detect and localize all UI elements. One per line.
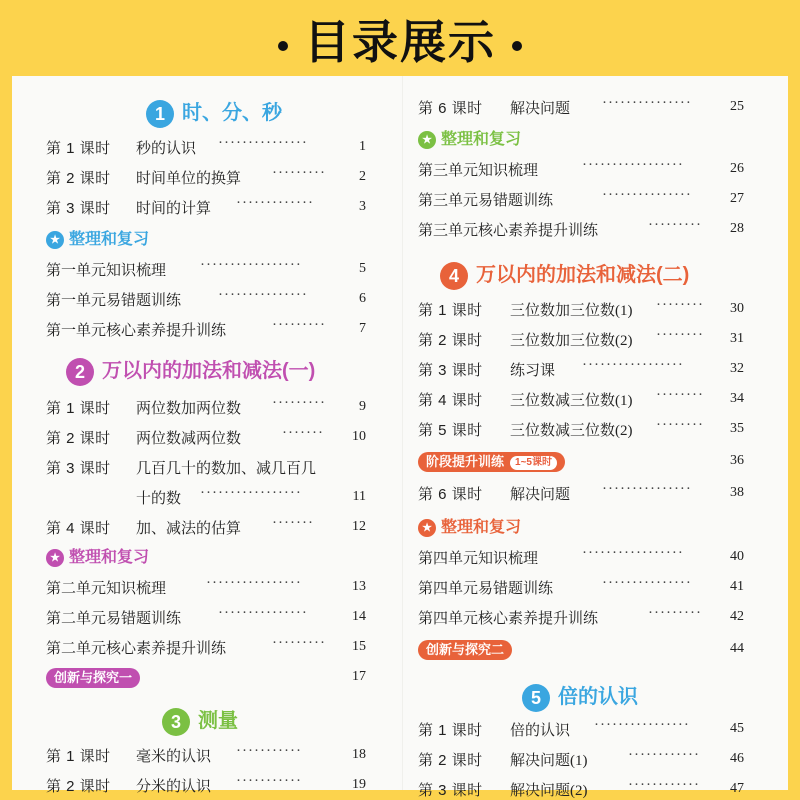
dot-leader: ················	[594, 717, 690, 733]
entry-title: 第一单元易错题训练	[46, 292, 182, 309]
review-heading-2	[46, 544, 149, 566]
entry-title: 第三单元核心素养提升训练	[418, 222, 599, 239]
dot-leader: ·················	[200, 485, 302, 501]
lesson-number: 第 2 课时	[418, 332, 483, 349]
dot-leader: ···············	[602, 481, 692, 497]
page-number: 5	[359, 261, 366, 276]
star-icon: ★	[46, 231, 64, 249]
entry-title: 第一单元核心素养提升训练	[46, 322, 227, 339]
lesson-title: 三位数减三位数(2)	[510, 423, 633, 439]
lesson-number: 第 2 课时	[46, 430, 111, 447]
column-gutter	[402, 76, 403, 790]
star-icon: ★	[418, 131, 436, 149]
dot-leader: ···············	[218, 605, 308, 621]
lesson-title: 加、减法的估算	[136, 521, 242, 537]
review-heading-3	[418, 126, 521, 148]
stage-training-badge	[418, 452, 565, 472]
page-number: 6	[359, 291, 366, 306]
banner	[0, 0, 800, 76]
lesson-number: 第 3 课时	[418, 782, 483, 799]
bullet-dot-icon	[512, 41, 522, 51]
dot-leader: ········	[656, 297, 704, 313]
stage-training-label: 阶段提升训练	[426, 454, 505, 469]
dot-leader: ·········	[272, 317, 326, 333]
dot-leader: ········	[656, 387, 704, 403]
dot-leader: ·············	[236, 195, 314, 211]
unit-3-number-badge: 3	[162, 708, 190, 736]
review-heading-4	[418, 514, 521, 536]
review-title: 整理和复习	[69, 231, 150, 248]
page-number: 2	[359, 169, 366, 184]
dot-leader: ············	[628, 747, 700, 763]
entry-title: 第四单元核心素养提升训练	[418, 610, 599, 627]
unit-2-number-badge: 2	[66, 358, 94, 386]
page-number: 11	[352, 489, 366, 504]
star-icon: ★	[418, 519, 436, 537]
lesson-number: 第 2 课时	[46, 778, 111, 795]
page-number: 12	[352, 519, 366, 534]
page-number: 13	[352, 579, 366, 594]
entry-title: 第三单元易错题训练	[418, 192, 554, 209]
page-number: 26	[730, 161, 744, 176]
dot-leader: ···········	[236, 743, 302, 759]
explore-badge-1: 创新与探究一	[46, 668, 140, 688]
unit-2-heading	[66, 354, 315, 388]
lesson-number: 第 1 课时	[46, 748, 111, 765]
lesson-title-continued: 十的数	[136, 491, 182, 507]
dot-leader: ·········	[648, 605, 702, 621]
lesson-number: 第 2 课时	[46, 170, 111, 187]
lesson-number: 第 1 课时	[418, 722, 483, 739]
page-number: 30	[730, 301, 744, 316]
page-number: 17	[352, 669, 366, 684]
lesson-title: 三位数加三位数(2)	[510, 333, 633, 349]
dot-leader: ·········	[648, 217, 702, 233]
page-number: 14	[352, 609, 366, 624]
lesson-title: 分米的认识	[136, 779, 212, 795]
lesson-number: 第 2 课时	[418, 752, 483, 769]
page-number: 18	[352, 747, 366, 762]
lesson-number: 第 3 课时	[418, 362, 483, 379]
unit-3-heading	[162, 704, 238, 738]
review-title: 整理和复习	[69, 549, 150, 566]
page-number: 34	[730, 391, 744, 406]
unit-4-heading	[440, 258, 689, 292]
lesson-title: 三位数加三位数(1)	[510, 303, 633, 319]
dot-leader: ·······	[282, 425, 324, 441]
page-number: 27	[730, 191, 744, 206]
bullet-dot-icon	[278, 41, 288, 51]
unit-5-heading	[522, 680, 638, 714]
unit-2-title: 万以内的加法和减法(一)	[102, 360, 316, 382]
explore-badge-2: 创新与探究二	[418, 640, 512, 660]
banner-title-row	[0, 6, 800, 72]
lesson-title: 几百几十的数加、减几百几	[136, 461, 317, 477]
lesson-title: 两位数减两位数	[136, 431, 242, 447]
dot-leader: ·················	[582, 357, 684, 373]
page-number: 25	[730, 99, 744, 114]
dot-leader: ···········	[236, 773, 302, 789]
lesson-title: 解决问题	[510, 101, 571, 117]
page-number: 38	[730, 485, 744, 500]
page-number: 41	[730, 579, 744, 594]
unit-5-title: 倍的认识	[558, 686, 638, 708]
page-number: 35	[730, 421, 744, 436]
lesson-title: 解决问题(2)	[510, 783, 588, 799]
lesson-number: 第 5 课时	[418, 422, 483, 439]
lesson-title: 秒的认识	[136, 141, 197, 157]
lesson-title: 三位数减三位数(1)	[510, 393, 633, 409]
dot-leader: ·················	[582, 545, 684, 561]
page-number: 31	[730, 331, 744, 346]
lesson-number: 第 3 课时	[46, 460, 111, 477]
lesson-title: 倍的认识	[510, 723, 571, 739]
lesson-title: 解决问题(1)	[510, 753, 588, 769]
dot-leader: ·······	[272, 515, 314, 531]
lesson-title: 两位数加两位数	[136, 401, 242, 417]
lesson-title: 练习课	[510, 363, 556, 379]
unit-4-number-badge: 4	[440, 262, 468, 290]
dot-leader: ···············	[218, 135, 308, 151]
toc-page	[12, 76, 788, 799]
entry-title: 第三单元知识梳理	[418, 162, 539, 179]
entry-title: 第二单元核心素养提升训练	[46, 640, 227, 657]
page-number: 10	[352, 429, 366, 444]
lesson-number: 第 1 课时	[418, 302, 483, 319]
stage-training-range: 1~5课时	[510, 456, 557, 470]
review-heading-1	[46, 226, 149, 248]
dot-leader: ···············	[602, 95, 692, 111]
dot-leader: ················	[206, 575, 302, 591]
entry-title: 第四单元易错题训练	[418, 580, 554, 597]
lesson-number: 第 4 课时	[46, 520, 111, 537]
unit-4-title: 万以内的加法和减法(二)	[476, 264, 690, 286]
dot-leader: ·········	[272, 165, 326, 181]
page-number: 9	[359, 399, 366, 414]
page-number: 45	[730, 721, 744, 736]
unit-1-number-badge: 1	[146, 100, 174, 128]
review-title: 整理和复习	[441, 519, 522, 536]
lesson-number: 第 6 课时	[418, 486, 483, 503]
lesson-title: 时间的计算	[136, 201, 212, 217]
lesson-number: 第 6 课时	[418, 100, 483, 117]
dot-leader: ·················	[200, 257, 302, 273]
dot-leader: ·················	[582, 157, 684, 173]
dot-leader: ············	[628, 777, 700, 793]
dot-leader: ·········	[272, 635, 326, 651]
page-number: 15	[352, 639, 366, 654]
dot-leader: ···············	[602, 575, 692, 591]
entry-title: 第二单元知识梳理	[46, 580, 167, 597]
page-number: 46	[730, 751, 744, 766]
page-number: 1	[359, 139, 366, 154]
dot-leader: ········	[656, 327, 704, 343]
lesson-number: 第 4 课时	[418, 392, 483, 409]
page-number: 19	[352, 777, 366, 792]
page-number: 40	[730, 549, 744, 564]
dot-leader: ········	[656, 417, 704, 433]
page-number: 44	[730, 641, 744, 656]
star-icon: ★	[46, 549, 64, 567]
unit-5-number-badge: 5	[522, 684, 550, 712]
unit-1-heading	[146, 96, 282, 130]
page-number: 36	[730, 453, 744, 468]
unit-1-title: 时、分、秒	[182, 102, 282, 124]
lesson-number: 第 1 课时	[46, 140, 111, 157]
dot-leader: ···············	[218, 287, 308, 303]
lesson-number: 第 1 课时	[46, 400, 111, 417]
page-number: 42	[730, 609, 744, 624]
entry-title: 第一单元知识梳理	[46, 262, 167, 279]
entry-title: 第四单元知识梳理	[418, 550, 539, 567]
review-title: 整理和复习	[441, 131, 522, 148]
lesson-title: 解决问题	[510, 487, 571, 503]
unit-3-title: 测量	[198, 710, 238, 732]
page-number: 7	[359, 321, 366, 336]
entry-title: 第二单元易错题训练	[46, 610, 182, 627]
banner-title: 目录展示	[304, 15, 496, 69]
page-number: 3	[359, 199, 366, 214]
page-number: 28	[730, 221, 744, 236]
lesson-number: 第 3 课时	[46, 200, 111, 217]
page-number: 32	[730, 361, 744, 376]
dot-leader: ·········	[272, 395, 326, 411]
lesson-title: 时间单位的换算	[136, 171, 242, 187]
lesson-title: 毫米的认识	[136, 749, 212, 765]
dot-leader: ···············	[602, 187, 692, 203]
page-number: 47	[730, 781, 744, 796]
